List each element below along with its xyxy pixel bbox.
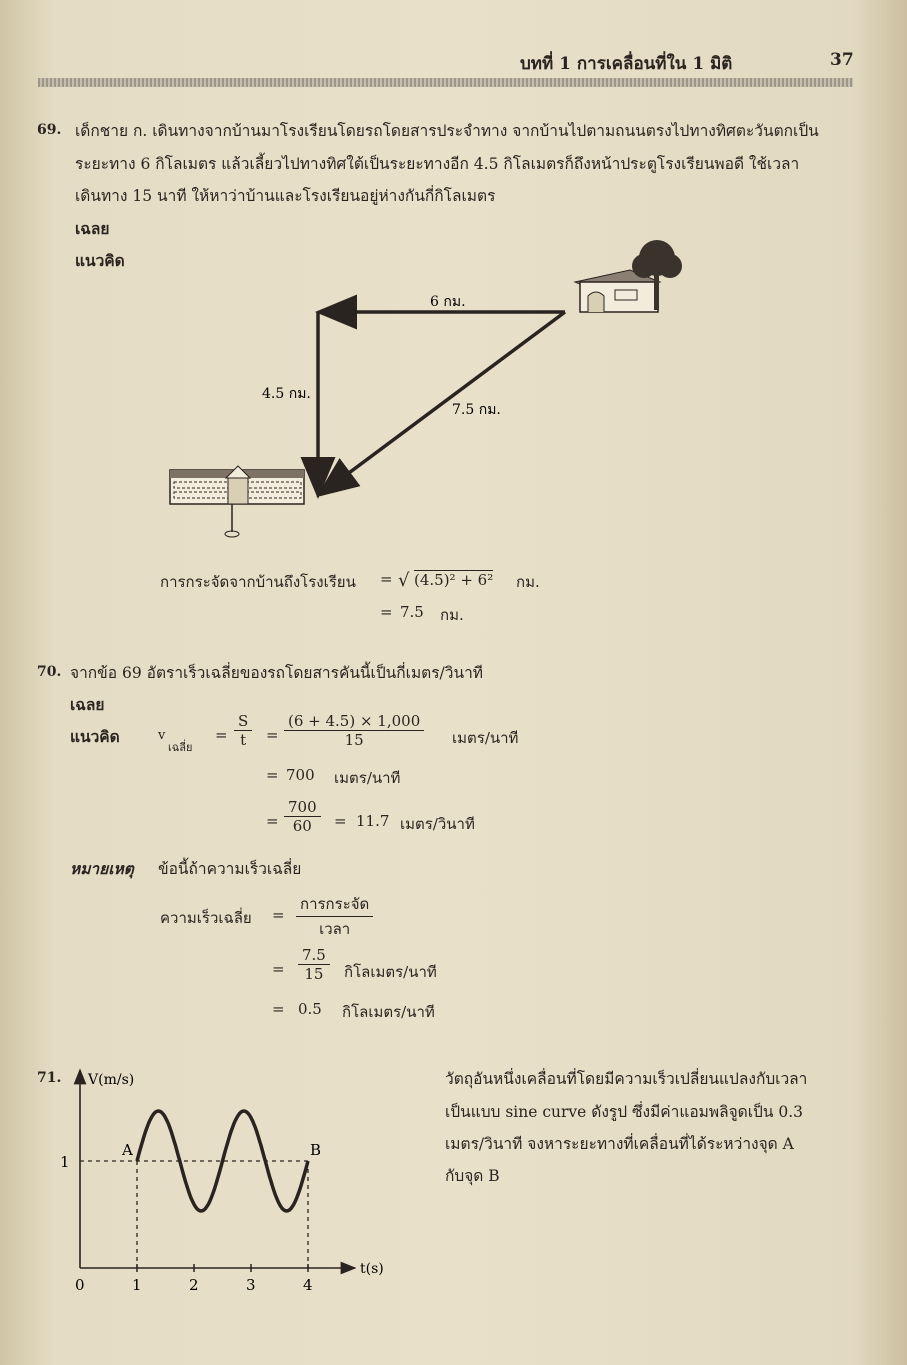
disp-over-time: การกระจัด เวลา: [296, 892, 373, 941]
q71-number: 71.: [37, 1070, 62, 1086]
equals: =: [334, 812, 347, 830]
label-hyp: 7.5 กม.: [452, 402, 501, 418]
y-tick-label: 1: [60, 1153, 70, 1171]
q70-question: จากข้อ 69 อัตราเร็วเฉลี่ยของรถโดยสารคันนี้เป็นกี่เมตร/วินาที: [70, 664, 483, 682]
y-axis-label: V(m/s): [88, 1072, 135, 1088]
point-b-label: B: [310, 1141, 322, 1159]
equals: =: [215, 726, 228, 744]
chapter-header: บทที่ 1 การเคลื่อนที่ใน 1 มิติ: [520, 54, 733, 74]
avg-velocity-label: ความเร็วเฉลี่ย: [160, 909, 252, 927]
equals: =: [380, 570, 393, 588]
equals: =: [266, 726, 279, 744]
displacement-arrow: [322, 312, 565, 493]
frac3: $\frac{700}{60}$: [284, 798, 321, 835]
page-number: 37: [830, 50, 854, 70]
x-axis-label: t(s): [360, 1261, 384, 1277]
q69-line-1: เด็กชาย ก. เดินทางจากบ้านมาโรงเรียนโดยรถโดยสารประจำทาง จากบ้านไปตามถนนตรงไปทางทิศตะวันตกเป็น: [75, 122, 819, 140]
equals: =: [266, 812, 279, 830]
q70-step5: 0.5: [298, 1000, 322, 1018]
x-tick-label-4: 4: [303, 1276, 313, 1294]
q71-line-3: เมตร/วินาที จงหาระยะทางที่เคลื่อนที่ได้ระหว่างจุด A: [445, 1135, 794, 1153]
q70-step3: 11.7: [356, 812, 390, 830]
q70-step3-unit: เมตร/วินาที: [400, 815, 475, 833]
v-symbol: v: [158, 728, 166, 743]
q70-unit5: กิโลเมตร/นาที: [342, 1003, 435, 1021]
q70-step2-unit: เมตร/นาที: [334, 769, 401, 787]
q70-answer-label: เฉลย: [70, 695, 105, 714]
equals: =: [272, 1000, 285, 1018]
equals: =: [380, 603, 393, 621]
label-west: 6 กม.: [430, 294, 466, 310]
frac1: $\frac{(6 + 4.5) \times 1,000}{15}$: [284, 712, 424, 749]
q70-number: 70.: [37, 664, 62, 680]
v-subscript: เฉลี่ย: [168, 741, 193, 754]
equals: =: [272, 906, 285, 924]
x-tick-label-2: 2: [189, 1276, 199, 1294]
q70-method-label: แนวคิด: [70, 727, 120, 746]
q69-eq1-unit: กม.: [516, 573, 540, 591]
q69-eq2-unit: กม.: [440, 606, 464, 624]
header-rule: [38, 78, 853, 87]
note-text: ข้อนี้ถ้าความเร็วเฉลี่ย: [158, 860, 302, 878]
equals: =: [272, 960, 285, 978]
q69-line-3: เดินทาง 15 นาที ให้หาว่าบ้านและโรงเรียนอยู่ห่างกันกี่กิโลเมตร: [75, 187, 496, 205]
note-label: หมายเหตุ: [70, 859, 134, 878]
label-south: 4.5 กม.: [262, 386, 311, 402]
q71-line-1: วัตถุอันหนึ่งเคลื่อนที่โดยมีความเร็วเปลี่ยนแปลงกับเวลา: [445, 1070, 808, 1088]
q69-line-2: ระยะทาง 6 กิโลเมตร แล้วเลี้ยวไปทางทิศใต้เป็นระยะทางอีก 4.5 กิโลเมตรก็ถึงหน้าประตูโรงเรียนพอดี ใช้เวลา: [75, 155, 800, 173]
q69-method-label: แนวคิด: [75, 251, 125, 270]
x-tick-label-3: 3: [246, 1276, 256, 1294]
frac4: $\frac{7.5}{15}$: [298, 946, 330, 983]
school-icon: [170, 466, 304, 537]
q70-unit4: กิโลเมตร/นาที: [344, 963, 437, 981]
x-tick-label-1: 1: [132, 1276, 142, 1294]
q71-velocity-chart: [55, 1058, 385, 1308]
q69-answer-label: เฉลย: [75, 219, 110, 238]
q69-eq1-lhs: การกระจัดจากบ้านถึงโรงเรียน: [160, 573, 356, 591]
q69-diagram: [160, 230, 700, 550]
house-icon: [575, 240, 682, 312]
point-a-label: A: [122, 1141, 133, 1159]
q70-step2: 700: [286, 766, 315, 784]
q69-eq1-rhs: (4.5)² + 6²: [414, 571, 494, 589]
equals: =: [266, 766, 279, 784]
q70-unit1: เมตร/นาที: [452, 729, 519, 747]
sqrt-symbol: √: [398, 570, 410, 591]
q69-number: 69.: [37, 122, 62, 138]
q71-line-2: เป็นแบบ sine curve ดังรูป ซึ่งมีค่าแอมพลิจูดเป็น 0.3: [445, 1103, 804, 1121]
q69-eq2: 7.5: [400, 603, 424, 621]
s-over-t: $\frac{S}{t}$: [234, 712, 252, 749]
x-tick-label-0: 0: [75, 1276, 85, 1294]
q71-line-4: กับจุด B: [445, 1167, 500, 1185]
